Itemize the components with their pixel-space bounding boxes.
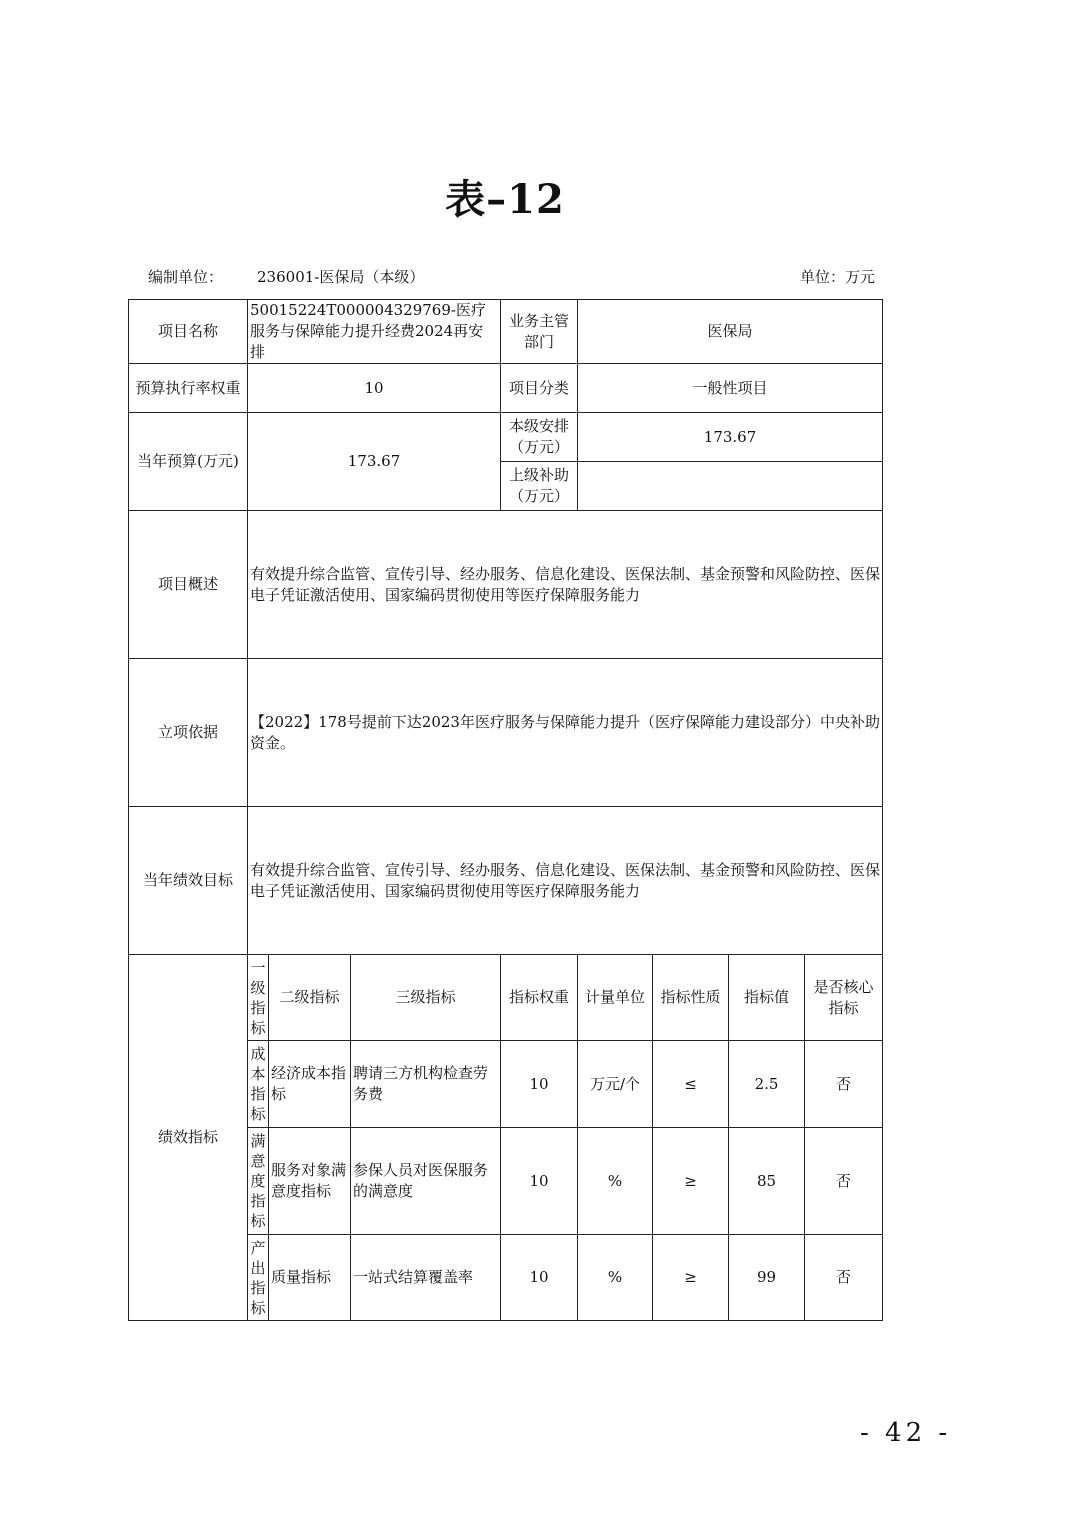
compiling-unit — [148, 266, 424, 287]
overview-value: 有效提升综合监管、宣传引导、经办服务、信息化建设、医保法制、基金预警和风险防控、医保电子凭证激活使用、国家编码贯彻使用等医疗保障服务能力 — [248, 511, 883, 659]
local-value: 173.67 — [578, 413, 883, 462]
level2-cell: 服务对象满意度指标 — [269, 1128, 351, 1235]
level1-cell: 满意度指标 — [248, 1128, 269, 1235]
weight-cell: 10 — [501, 1235, 578, 1321]
weight-cell: 10 — [501, 1041, 578, 1128]
unit-cell: % — [578, 1128, 653, 1235]
project-name-value: 50015224T000004329769-医疗服务与保障能力提升经费2024再安排 — [248, 300, 501, 364]
compiling-unit-value: 236001-医保局（本级） — [257, 268, 425, 286]
header-level1: 一级指标 — [248, 955, 269, 1041]
value-cell: 85 — [729, 1128, 805, 1235]
header-value: 指标值 — [729, 955, 805, 1041]
value-cell: 99 — [729, 1235, 805, 1321]
indicator-header-row — [129, 955, 883, 1041]
weight-cell: 10 — [501, 1128, 578, 1235]
header-core: 是否核心指标 — [805, 955, 883, 1041]
category-label: 项目分类 — [501, 364, 578, 413]
currency-unit: 单位：万元 — [800, 268, 876, 286]
budget-label: 当年预算(万元) — [129, 413, 248, 511]
dept-label: 业务主管部门 — [501, 300, 578, 364]
weight-value: 10 — [248, 364, 501, 413]
page-title: 表–12 — [445, 176, 565, 223]
header-level3: 三级指标 — [351, 955, 501, 1041]
table-row — [129, 511, 883, 659]
weight-label: 预算执行率权重 — [129, 364, 248, 413]
header-nature: 指标性质 — [653, 955, 729, 1041]
header-level2: 二级指标 — [269, 955, 351, 1041]
level1-cell: 产出指标 — [248, 1235, 269, 1321]
table-row — [129, 659, 883, 807]
level3-cell: 一站式结算覆盖率 — [351, 1235, 501, 1321]
core-cell: 否 — [805, 1128, 883, 1235]
budget-value: 173.67 — [248, 413, 501, 511]
performance-table — [128, 299, 883, 1321]
unit-cell: 万元/个 — [578, 1041, 653, 1128]
table-row — [129, 300, 883, 364]
overview-label: 项目概述 — [129, 511, 248, 659]
nature-cell: ≤ — [653, 1041, 729, 1128]
upper-label: 上级补助（万元） — [501, 462, 578, 511]
header-weight: 指标权重 — [501, 955, 578, 1041]
level3-cell: 聘请三方机构检查劳务费 — [351, 1041, 501, 1128]
project-name-label: 项目名称 — [129, 300, 248, 364]
indicators-label: 绩效指标 — [129, 955, 248, 1321]
level3-cell: 参保人员对医保服务的满意度 — [351, 1128, 501, 1235]
table-row — [129, 364, 883, 413]
level1-cell: 成本指标 — [248, 1041, 269, 1128]
goal-value: 有效提升综合监管、宣传引导、经办服务、信息化建设、医保法制、基金预警和风险防控、医保电子凭证激活使用、国家编码贯彻使用等医疗保障服务能力 — [248, 807, 883, 955]
goal-label: 当年绩效目标 — [129, 807, 248, 955]
level2-cell: 经济成本指标 — [269, 1041, 351, 1128]
header-unit: 计量单位 — [578, 955, 653, 1041]
core-cell: 否 — [805, 1235, 883, 1321]
basis-label: 立项依据 — [129, 659, 248, 807]
table-row — [129, 807, 883, 955]
nature-cell: ≥ — [653, 1128, 729, 1235]
unit-cell: % — [578, 1235, 653, 1321]
category-value: 一般性项目 — [578, 364, 883, 413]
table-row — [129, 413, 883, 462]
nature-cell: ≥ — [653, 1235, 729, 1321]
basis-value: 【2022】178号提前下达2023年医疗服务与保障能力提升（医疗保障能力建设部分）中央补助资金。 — [248, 659, 883, 807]
core-cell: 否 — [805, 1041, 883, 1128]
dept-value: 医保局 — [578, 300, 883, 364]
page-number: - 42 - — [860, 1418, 952, 1448]
compiling-unit-label: 编制单位： — [148, 268, 224, 286]
upper-value — [578, 462, 883, 511]
level2-cell: 质量指标 — [269, 1235, 351, 1321]
local-label: 本级安排（万元） — [501, 413, 578, 462]
value-cell: 2.5 — [729, 1041, 805, 1128]
